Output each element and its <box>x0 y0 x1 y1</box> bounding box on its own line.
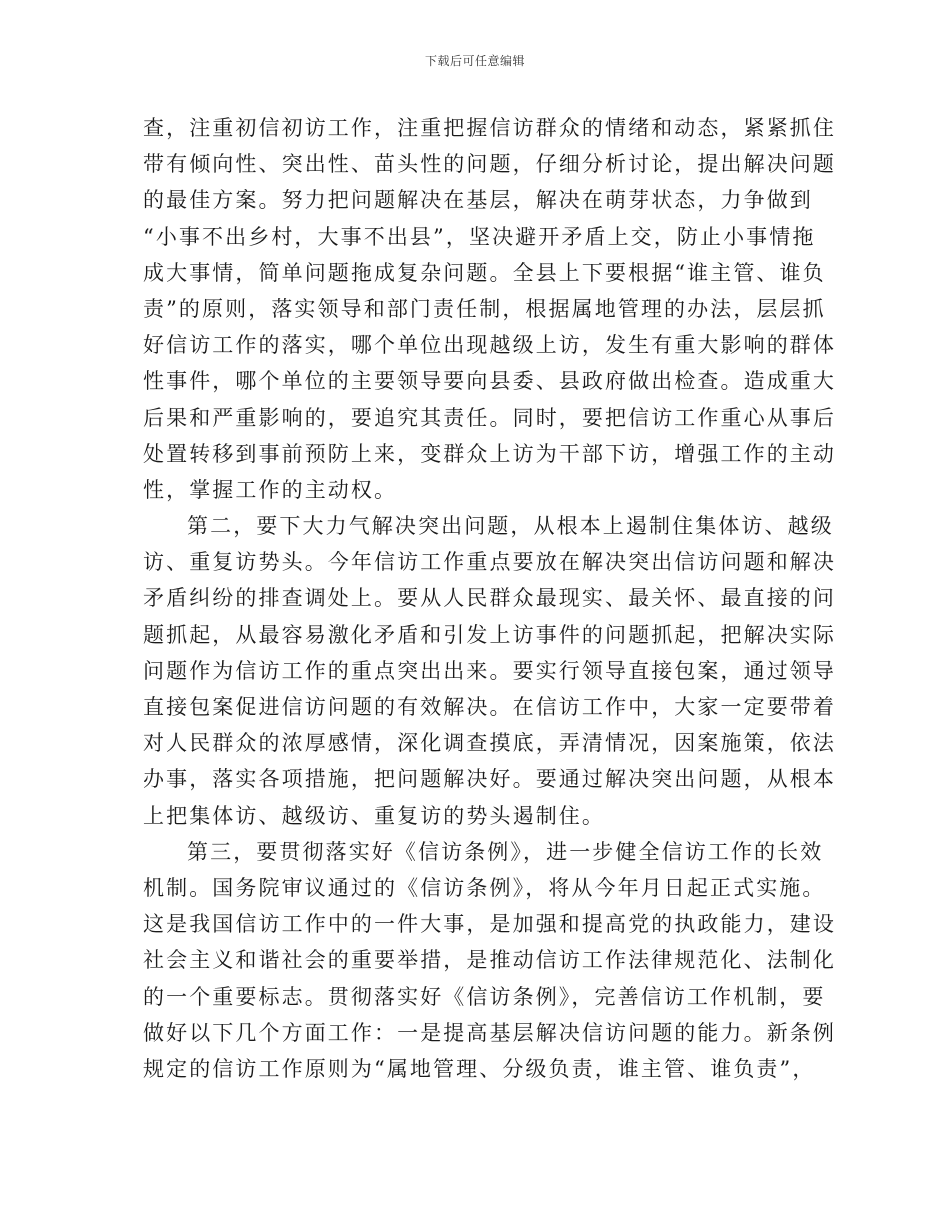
text-line: 做好以下几个方面工作：一是提高基层解决信访问题的能力。新条例 <box>143 1020 836 1045</box>
text-line: 办事，落实各项措施，把问题解决好。要通过解决突出问题，从根本 <box>143 767 836 792</box>
text-line: 后果和严重影响的，要追究其责任。同时，要把信访工作重心从事后 <box>143 405 836 430</box>
text-line: 责”的原则，落实领导和部门责任制，根据属地管理的办法，层层抓 <box>143 296 826 321</box>
text-line: 这是我国信访工作中的一件大事，是加强和提高党的执政能力，建设 <box>143 912 836 937</box>
text-line: 社会主义和谐社会的重要举措，是推动信访工作法律规范化、法制化 <box>143 948 836 973</box>
text-line: 上把集体访、越级访、重复访的势头遏制住。 <box>143 803 605 828</box>
text-line: 的一个重要标志。贯彻落实好《信访条例》，完善信访工作机制，要 <box>143 984 826 1009</box>
text-line: 好信访工作的落实，哪个单位出现越级上访，发生有重大影响的群体 <box>143 333 836 358</box>
text-line: 处置转移到事前预防上来，变群众上访为干部下访，增强工作的主动 <box>143 441 836 466</box>
paragraph-first-line: 第三，要贯彻落实好《信访条例》，进一步健全信访工作的长效 <box>187 839 824 864</box>
text-line: 性，掌握工作的主动权。 <box>143 477 398 502</box>
text-line: 性事件，哪个单位的主要领导要向县委、县政府做出检查。造成重大 <box>143 369 836 394</box>
text-line: 直接包案促进信访问题的有效解决。在信访工作中，大家一定要带着 <box>143 695 836 719</box>
text-line: 问题作为信访工作的重点突出出来。要实行领导直接包案，通过领导 <box>143 658 836 683</box>
text-line: “小事不出乡村，大事不出县”，坚决避开矛盾上交，防止小事情拖 <box>143 224 816 249</box>
text-line: 的最佳方案。努力把问题解决在基层，解决在萌芽状态，力争做到 <box>143 188 813 213</box>
paragraph-first-line: 第二，要下大力气解决突出问题，从根本上遏制住集体访、越级 <box>187 514 834 539</box>
header-note: 下载后可任意编辑 <box>424 54 525 68</box>
text-line: 成大事情，简单问题拖成复杂问题。全县上下要根据“谁主管、谁负 <box>143 260 826 285</box>
text-line: 规定的信访工作原则为“属地管理、分级负责，谁主管、谁负责”， <box>143 1056 816 1081</box>
text-line: 查，注重初信初访工作，注重把握信访群众的情绪和动态，紧紧抓住 <box>143 116 836 140</box>
text-line: 机制。国务院审议通过的《信访条例》，将从今年月日起正式实施。 <box>143 875 826 900</box>
text-line: 题抓起，从最容易激化矛盾和引发上访事件的问题抓起，把解决实际 <box>143 622 836 647</box>
text-line: 矛盾纠纷的排查调处上。要从人民群众最现实、最关怀、最直接的问 <box>143 586 836 611</box>
text-line: 访、重复访势头。今年信访工作重点要放在解决突出信访问题和解决 <box>143 550 836 575</box>
text-line: 对人民群众的浓厚感情，深化调查摸底，弄清情况，因案施策，依法 <box>143 731 836 756</box>
body-text <box>143 110 836 1087</box>
text-line: 带有倾向性、突出性、苗头性的问题，仔细分析讨论，提出解决问题 <box>143 152 836 177</box>
